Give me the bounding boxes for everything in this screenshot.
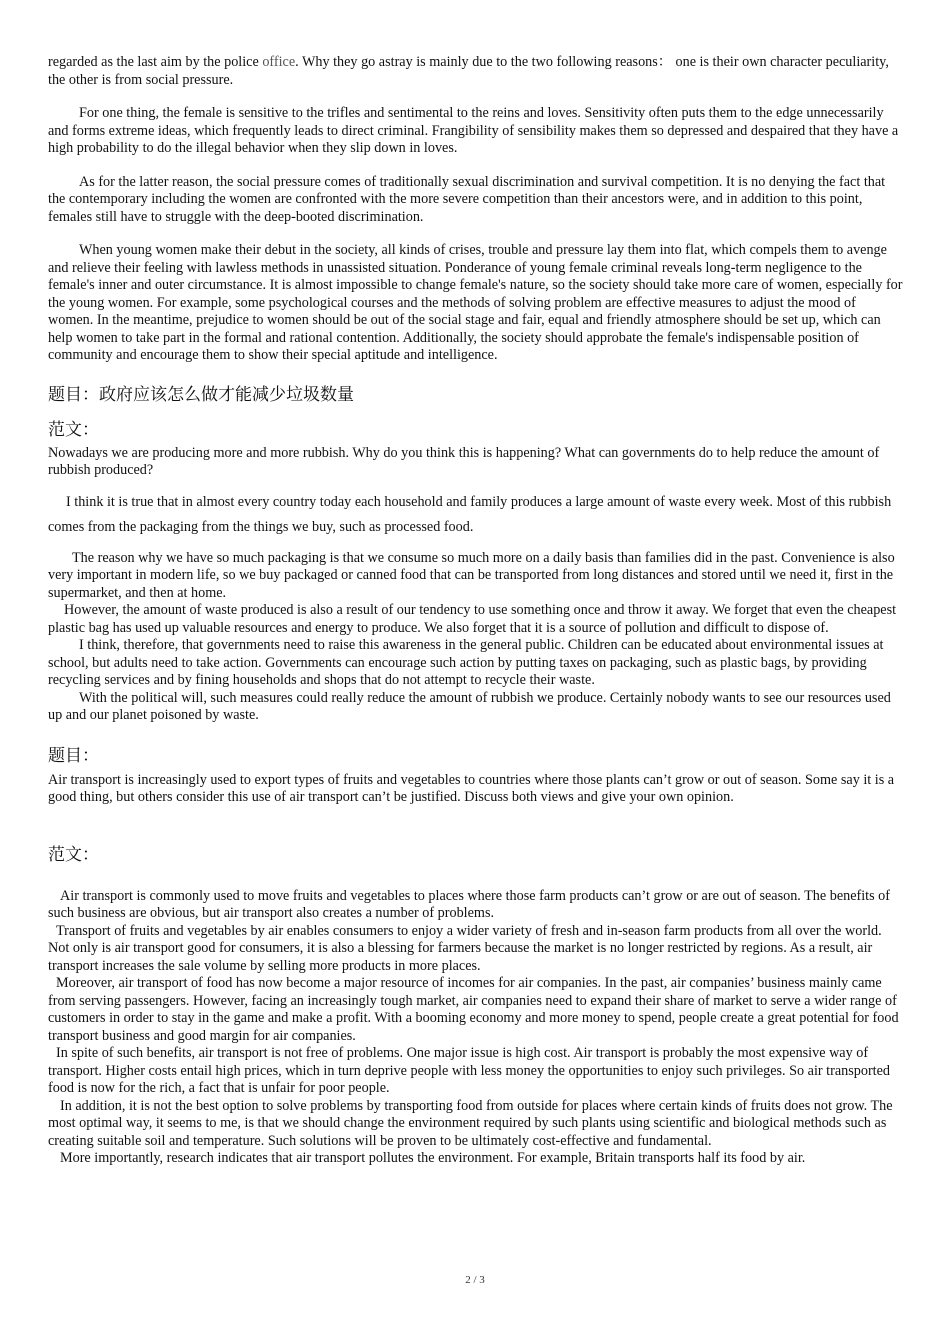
rubbish-paragraph-4: I think, therefore, that governments need to raise this awareness in the general public. Children can be educated about environmental issues at school, but adults need to take action. Governments can encourage such action by putting taxes on packaging, such as plastic bags, by providing recycling services and by fining households and shops that do not attempt to recycle their waste. — [48, 637, 884, 688]
rubbish-paragraph-1: I think it is true that in almost every country today each household and family produces a large amount of waste every week. Most of this rubbish comes from the packaging from the things we buy, such as processed food. — [48, 493, 892, 535]
air-transport-model-label: 范文： — [48, 844, 99, 865]
rubbish-paragraph-3: However, the amount of waste produced is also a result of our tendency to use something once and throw it away. We forget that even the cheapest plastic bag has used up valuable resources and energy to produce. We also forget that it is a source of pollution and difficult to dispose of. — [48, 602, 897, 636]
paragraph-reasons-intro — [48, 54, 904, 89]
paragraph-solutions: When young women make their debut in the society, all kinds of crises, trouble and pressure lay them into flat, which compels them to avenge and relieve their feeling with lawless methods in unassisted situation. Ponderance of young female criminal reveals long-term negligence to the female's inner and outer circumstance. It is almost impossible to change female's nature, so the society should take more care of women, especially for the young women. For example, some psychological courses and the methods of solving problem are effective measures to adjust the mood of women. In the meantime, prejudice to women should be out of the social stage and fair, equal and friendly atmosphere should be set up, which can help women to take part in the formal and rational contention. Additionally, the society should approbate the female's indispensable position of community and encourage them to show their special aptitude and intelligence. — [48, 242, 903, 363]
rubbish-topic-title: 题目：政府应该怎么做才能减少垃圾数量 — [48, 384, 354, 405]
rubbish-model-label: 范文： — [48, 419, 99, 440]
air-paragraph-6: More importantly, research indicates that air transport pollutes the environment. For example, Britain transports half its food by air. — [60, 1150, 806, 1166]
air-paragraph-5: In addition, it is not the best option to solve problems by transporting food from outside for places where certain kinds of fruits does not grow. The most optimal way, it seems to me, is that we should change the environment required by such plants using scientific and biological methods such as creating suitable soil and temperature. Such solutions will be proven to be ultimately cost-effective and fundamental. — [48, 1097, 893, 1149]
air-paragraph-3: Moreover, air transport of food has now become a major resource of incomes for air companies. In the past, air companies’ business mainly came from serving passengers. However, facing an increasingly tough market, air companies need to expand their share of market to serve a wider range of customers in order to stay in the game and make a profit. With a booming economy and more money to spend, people create a great potential for food transport business and good margin for air companies. — [48, 975, 899, 1044]
intro-text: regarded as the last aim by the police — [48, 54, 263, 70]
air-paragraph-1: Air transport is commonly used to move fruits and vegetables to places where those farm products can’t grow or are out of season. The benefits of such business are obvious, but air transport also creates a number of problems. — [48, 887, 891, 921]
office-word: office — [262, 54, 296, 70]
air-paragraph-4: In spite of such benefits, air transport is not free of problems. One major issue is high cost. Air transport is probably the most expensive way of transport. Higher costs entail high prices, which in turn deprive people with less money the opportunities to enjoy such privileges. So air transported food is now for the rich, a fact that is unfair for poor people. — [48, 1045, 891, 1096]
intro-text-rest: . Why they go astray is mainly due to the two following reasons： one is their own character peculiarity, the other is from social pressure. — [48, 54, 889, 88]
paragraph-character-reason: For one thing, the female is sensitive to the trifles and sentimental to the reins and loves. Sensitivity often puts them to the edge unnecessarily and forms extreme ideas, which frequently leads to direct criminal. Frangibility of sensibility makes them so depressed and despaired that they have a high probability to do the illegal behavior when they slip down in loves. — [48, 105, 899, 156]
rubbish-question: Nowadays we are producing more and more rubbish. Why do you think this is happening? What can governments do to help reduce the amount of rubbish produced? — [48, 444, 880, 478]
rubbish-paragraph-5: With the political will, such measures could really reduce the amount of rubbish we produce. Certainly nobody wants to see our resources used up and our planet poisoned by waste. — [48, 689, 891, 723]
air-paragraph-2: Transport of fruits and vegetables by air enables consumers to enjoy a wider variety of fresh and in-season farm products from all over the world. Not only is air transport good for consumers, it is also a blessing for farmers because the market is no longer restricted by regions. As a result, air transport increases the sale volume by selling more products in more places. — [48, 922, 882, 974]
paragraph-social-reason: As for the latter reason, the social pressure comes of traditionally sexual discrimination and survival competition. It is no denying the fact that the contemporary including the women are confronted with the more severe competition than their ancestors were, and in addition to this point, females still have to struggle with the deep-booted discrimination. — [48, 173, 886, 225]
rubbish-paragraph-2: The reason why we have so much packaging is that we consume so much more on a daily basis than families did in the past. Convenience is also very important in modern life, so we buy packaged or canned food that can be transported from long distances and stored until we need it, first in the supermarket, and then at home. — [48, 549, 895, 601]
document-page — [48, 54, 904, 1168]
page-number: 2 / 3 — [465, 1274, 485, 1286]
air-transport-question: Air transport is increasingly used to export types of fruits and vegetables to countries where those plants can’t grow or out of season. Some say it is a good thing, but others consider this use of air transport can’t be justified. Discuss both views and give your own opinion. — [48, 771, 895, 805]
air-transport-topic-label: 题目： — [48, 745, 99, 766]
